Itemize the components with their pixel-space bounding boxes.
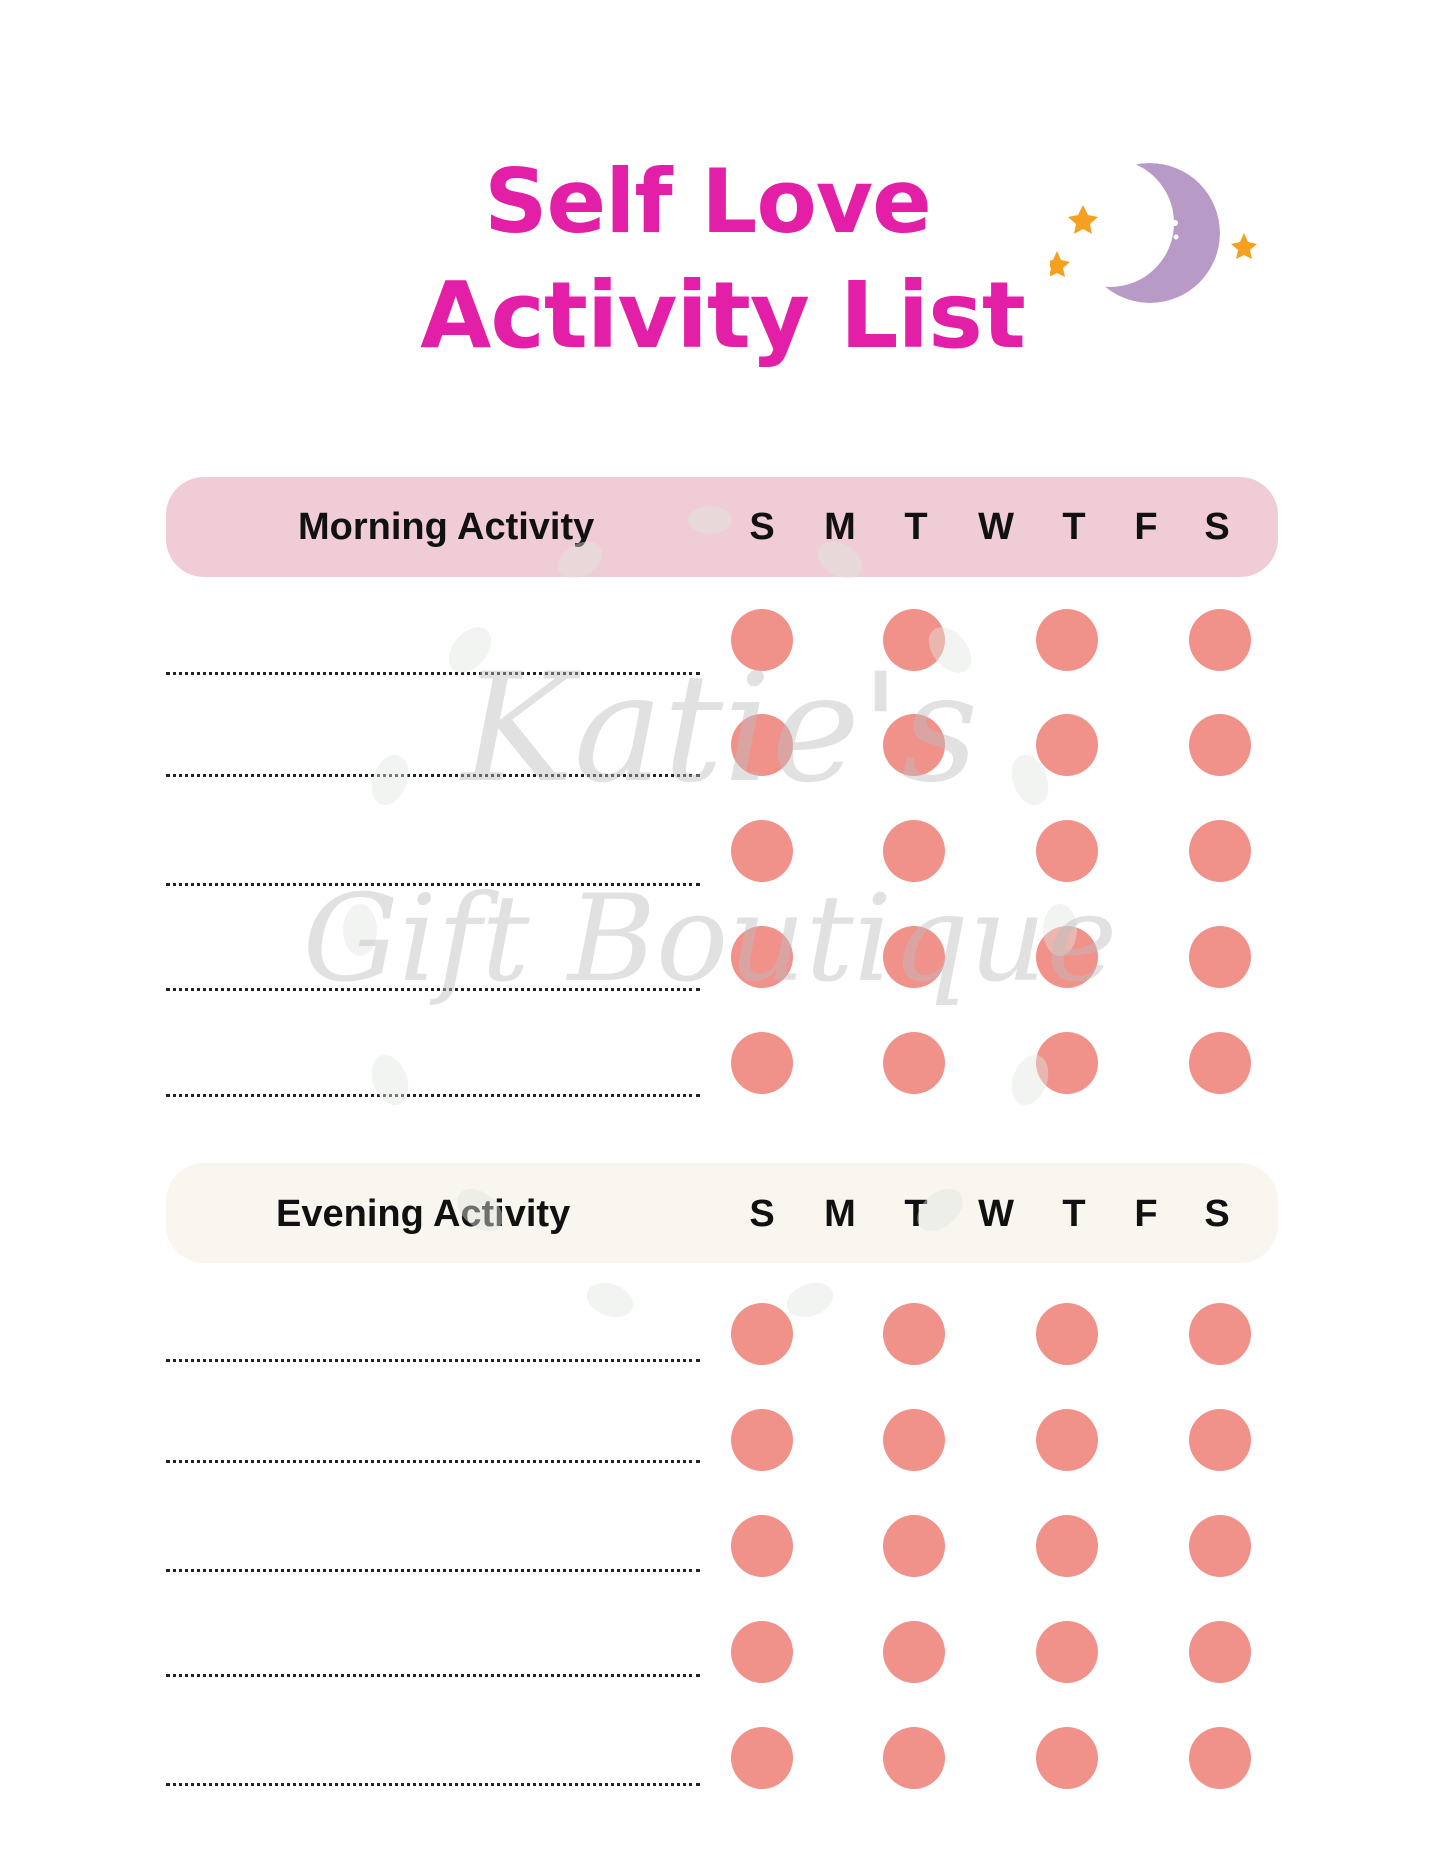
watermark-line-2: Gift Boutique	[302, 870, 1118, 1009]
evening-activity-label: Evening Activity	[276, 1193, 571, 1235]
page-title-line-2: Activity List	[420, 262, 1025, 369]
morning-tracker-dot-r1-c1[interactable]	[731, 609, 793, 671]
evening-tracker-dot-r3-c1[interactable]	[731, 1515, 793, 1577]
evening-day-label-1: M	[824, 1193, 856, 1235]
morning-tracker-dot-r1-c4[interactable]	[1189, 609, 1251, 671]
evening-tracker-dot-r2-c2[interactable]	[883, 1409, 945, 1471]
morning-tracker-dot-r3-c2[interactable]	[883, 820, 945, 882]
morning-activity-line-4[interactable]	[166, 988, 700, 991]
evening-tracker-dot-r1-c2[interactable]	[883, 1303, 945, 1365]
morning-tracker-dot-r5-c3[interactable]	[1036, 1032, 1098, 1094]
evening-day-label-6: S	[1204, 1193, 1230, 1235]
morning-tracker-dot-r2-c4[interactable]	[1189, 714, 1251, 776]
morning-activity-label: Morning Activity	[298, 506, 595, 548]
evening-tracker-dot-r5-c3[interactable]	[1036, 1727, 1098, 1789]
evening-tracker-dot-r1-c4[interactable]	[1189, 1303, 1251, 1365]
morning-tracker-dot-r3-c1[interactable]	[731, 820, 793, 882]
evening-day-label-5: F	[1134, 1193, 1158, 1235]
evening-tracker-dot-r5-c4[interactable]	[1189, 1727, 1251, 1789]
evening-tracker-dot-r3-c4[interactable]	[1189, 1515, 1251, 1577]
evening-activity-line-4[interactable]	[166, 1674, 700, 1677]
morning-tracker-dot-r3-c4[interactable]	[1189, 820, 1251, 882]
morning-tracker-dot-r3-c3[interactable]	[1036, 820, 1098, 882]
page-title-line-1: Self Love	[484, 150, 931, 253]
morning-day-label-6: S	[1204, 506, 1230, 548]
evening-day-label-2: T	[904, 1193, 928, 1235]
morning-tracker-dot-r2-c1[interactable]	[731, 714, 793, 776]
watermark-line-1: Katie's	[461, 642, 979, 816]
morning-day-label-1: M	[824, 506, 856, 548]
morning-tracker-dot-r4-c2[interactable]	[883, 926, 945, 988]
morning-tracker-dot-r5-c2[interactable]	[883, 1032, 945, 1094]
evening-activity-line-2[interactable]	[166, 1460, 700, 1463]
morning-tracker-dot-r4-c1[interactable]	[731, 926, 793, 988]
evening-day-label-0: S	[749, 1193, 775, 1235]
evening-day-label-4: T	[1062, 1193, 1086, 1235]
evening-tracker-dot-r1-c3[interactable]	[1036, 1303, 1098, 1365]
moon-icon	[1080, 163, 1220, 303]
morning-day-label-5: F	[1134, 506, 1158, 548]
evening-tracker-dot-r1-c1[interactable]	[731, 1303, 793, 1365]
evening-tracker-dot-r3-c2[interactable]	[883, 1515, 945, 1577]
morning-tracker-dot-r2-c2[interactable]	[883, 714, 945, 776]
morning-tracker-dot-r1-c2[interactable]	[883, 609, 945, 671]
evening-tracker-dot-r5-c2[interactable]	[883, 1727, 945, 1789]
evening-tracker-dot-r4-c1[interactable]	[731, 1621, 793, 1683]
evening-tracker-dot-r4-c4[interactable]	[1189, 1621, 1251, 1683]
evening-tracker-dot-r3-c3[interactable]	[1036, 1515, 1098, 1577]
evening-activity-line-1[interactable]	[166, 1359, 700, 1362]
morning-activity-line-3[interactable]	[166, 883, 700, 886]
morning-tracker-dot-r4-c3[interactable]	[1036, 926, 1098, 988]
morning-tracker-dot-r2-c3[interactable]	[1036, 714, 1098, 776]
evening-tracker-dot-r2-c3[interactable]	[1036, 1409, 1098, 1471]
morning-day-label-2: T	[904, 506, 928, 548]
morning-tracker-dot-r5-c4[interactable]	[1189, 1032, 1251, 1094]
morning-day-label-0: S	[749, 506, 775, 548]
morning-day-label-3: W	[978, 506, 1014, 548]
evening-tracker-dot-r4-c3[interactable]	[1036, 1621, 1098, 1683]
morning-activity-line-2[interactable]	[166, 774, 700, 777]
evening-tracker-dot-r4-c2[interactable]	[883, 1621, 945, 1683]
evening-activity-line-3[interactable]	[166, 1569, 700, 1572]
evening-day-label-3: W	[978, 1193, 1014, 1235]
morning-tracker-dot-r1-c3[interactable]	[1036, 609, 1098, 671]
morning-activity-line-1[interactable]	[166, 672, 700, 675]
evening-tracker-dot-r2-c4[interactable]	[1189, 1409, 1251, 1471]
morning-tracker-dot-r4-c4[interactable]	[1189, 926, 1251, 988]
moon-stars-decoration	[1050, 155, 1270, 315]
morning-tracker-dot-r5-c1[interactable]	[731, 1032, 793, 1094]
morning-day-label-4: T	[1062, 506, 1086, 548]
evening-tracker-dot-r2-c1[interactable]	[731, 1409, 793, 1471]
morning-activity-line-5[interactable]	[166, 1094, 700, 1097]
evening-tracker-dot-r5-c1[interactable]	[731, 1727, 793, 1789]
evening-activity-line-5[interactable]	[166, 1783, 700, 1786]
